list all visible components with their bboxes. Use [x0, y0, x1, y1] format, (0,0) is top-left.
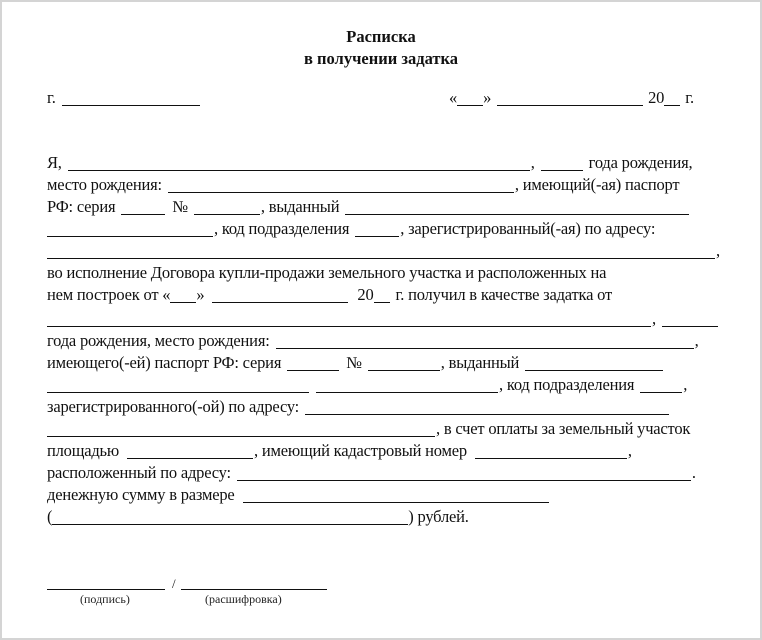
- contract-month-field[interactable]: [212, 287, 348, 303]
- date-suffix: г.: [685, 88, 694, 107]
- body-line-13: [47, 419, 690, 439]
- text-seg: ,: [683, 375, 688, 394]
- payer-passport-issuer-field[interactable]: [525, 355, 663, 371]
- signature-separator: /: [172, 576, 176, 591]
- text-seg: года рождения, место рождения:: [47, 331, 270, 350]
- passport-issuer-cont-field[interactable]: [47, 221, 213, 237]
- body-line-11: [47, 375, 687, 395]
- body-line-14: [47, 441, 632, 461]
- text-seg: денежную сумму в размере: [47, 485, 235, 504]
- text-seg: ,: [652, 309, 656, 328]
- text-seg: РФ: серия: [47, 197, 116, 216]
- body-line-17: [47, 507, 469, 527]
- birth-place-field[interactable]: [168, 177, 514, 193]
- payer-passport-number-field[interactable]: [368, 355, 440, 371]
- text-seg: 20: [357, 285, 374, 304]
- date-year-field[interactable]: [664, 90, 680, 106]
- city-field[interactable]: [62, 90, 200, 106]
- passport-number-field[interactable]: [194, 199, 260, 215]
- signature-decode-field[interactable]: [181, 574, 327, 590]
- date-year-prefix: 20: [648, 88, 665, 107]
- body-line-6: [47, 263, 606, 283]
- body-line-8: [47, 309, 719, 329]
- body-line-16: [47, 485, 550, 505]
- body-line-2: [47, 175, 679, 195]
- text-seg: расположенный по адресу:: [47, 463, 231, 482]
- contract-day-field[interactable]: [170, 287, 196, 303]
- cadastral-number-field[interactable]: [475, 443, 627, 459]
- text-seg: площадью: [47, 441, 119, 460]
- text-seg: имеющего(-ей) паспорт РФ: серия: [47, 353, 282, 372]
- passport-issuer-field[interactable]: [345, 199, 689, 215]
- date-line: [449, 88, 694, 108]
- text-seg: , выданный: [440, 353, 520, 372]
- payer-name-field[interactable]: [47, 311, 651, 327]
- payer-address-cont-field[interactable]: [47, 421, 435, 437]
- body-line-1: [47, 153, 692, 173]
- body-line-15: [47, 463, 696, 483]
- payer-passport-series-field[interactable]: [287, 355, 339, 371]
- body-line-12: [47, 397, 670, 417]
- date-open-quote: «: [449, 88, 458, 107]
- text-seg: во исполнение Договора купли-продажи земельного участка и расположенных на: [47, 263, 607, 282]
- city-prefix: г.: [47, 88, 56, 107]
- body-line-9: [47, 331, 699, 351]
- text-seg: место рождения:: [47, 175, 162, 194]
- amount-words-field[interactable]: [52, 509, 408, 525]
- text-seg: , имеющий(-ая) паспорт: [514, 175, 680, 194]
- text-seg: ,: [530, 153, 535, 172]
- payer-birth-year-field[interactable]: [662, 311, 718, 327]
- contract-year-field[interactable]: [374, 287, 390, 303]
- text-seg: , выданный: [260, 197, 340, 216]
- text-seg: .: [691, 463, 696, 482]
- body-line-5: [47, 241, 720, 261]
- city-line: [47, 88, 201, 108]
- birth-year-field[interactable]: [541, 155, 583, 171]
- land-address-field[interactable]: [237, 465, 691, 481]
- document-subtitle: в получении задатка: [303, 49, 459, 68]
- text-seg: №: [172, 197, 188, 216]
- text-seg: ,: [627, 441, 632, 460]
- body-line-3: [47, 197, 690, 217]
- land-area-field[interactable]: [127, 443, 253, 459]
- body-line-4: [47, 219, 655, 239]
- payer-address-field[interactable]: [305, 399, 669, 415]
- date-month-field[interactable]: [497, 90, 643, 106]
- text-seg: , код подразделения: [499, 375, 635, 394]
- registration-address-field[interactable]: [47, 243, 715, 259]
- signature-field[interactable]: [47, 574, 165, 590]
- body-line-10: [47, 353, 664, 373]
- text-seg: (: [47, 507, 53, 526]
- payer-issuer-cont-field-2[interactable]: [316, 377, 498, 393]
- text-seg: №: [346, 353, 362, 372]
- passport-series-field[interactable]: [121, 199, 165, 215]
- text-seg: , имеющий кадастровый номер: [254, 441, 467, 460]
- date-day-field[interactable]: [457, 90, 483, 106]
- text-seg: Я,: [47, 153, 62, 172]
- amount-digits-field[interactable]: [243, 487, 549, 503]
- text-seg: ,: [694, 331, 699, 350]
- text-seg: года рождения,: [588, 153, 693, 172]
- signature-decode-caption: (расшифровка): [205, 592, 282, 606]
- date-close-quote: »: [483, 88, 492, 107]
- text-seg: , в счет оплаты за земельный участок: [436, 419, 691, 438]
- text-seg: г. получил в качестве задатка от: [395, 285, 612, 304]
- text-seg: нем построек от «: [47, 285, 171, 304]
- payer-issuer-cont-field-1[interactable]: [47, 377, 309, 393]
- signature-line: [47, 572, 328, 592]
- body-line-7: [47, 285, 612, 305]
- signature-caption: (подпись): [80, 592, 130, 606]
- document-title: Расписка: [346, 27, 416, 46]
- text-seg: ) рублей.: [408, 507, 469, 526]
- text-seg: , код подразделения: [214, 219, 350, 238]
- text-seg: зарегистрированного(-ой) по адресу:: [47, 397, 300, 416]
- division-code-field[interactable]: [355, 221, 399, 237]
- text-seg: »: [196, 285, 205, 304]
- payer-birth-place-field[interactable]: [276, 333, 694, 349]
- text-seg: ,: [716, 241, 720, 260]
- full-name-field[interactable]: [68, 155, 530, 171]
- payer-division-code-field[interactable]: [640, 377, 682, 393]
- text-seg: , зарегистрированный(-ая) по адресу:: [400, 219, 656, 238]
